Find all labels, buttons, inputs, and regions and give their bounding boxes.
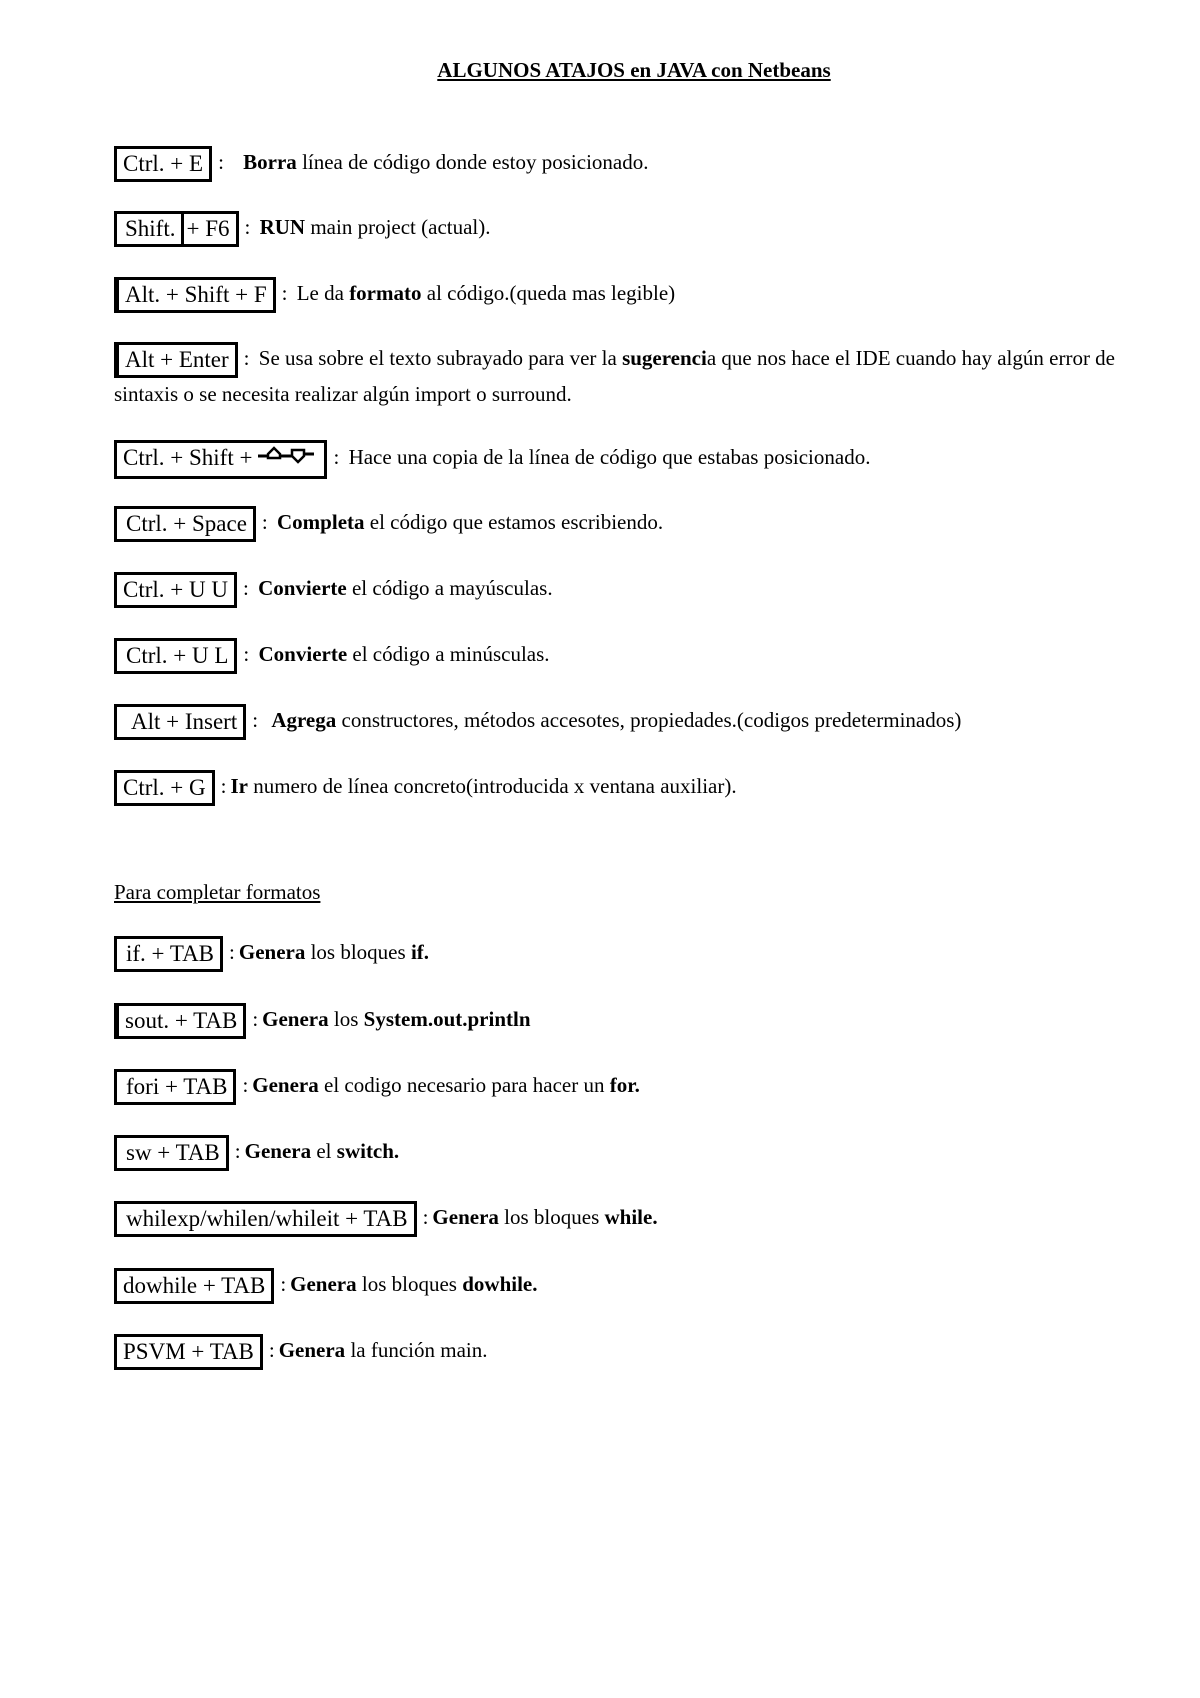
key-combo: PSVM + TAB	[114, 1334, 263, 1370]
section-heading: Para completar formatos	[114, 880, 321, 904]
key-combo: fori + TAB	[114, 1069, 236, 1105]
shortcut-row: Alt + Enter : Se usa sobre el texto subrayado para ver la sugerencia que nos hace el IDE cuando hay algún error de sintaxis o se necesita realizar algún import o surround.	[114, 342, 1154, 410]
key-combo: Ctrl. + U L	[114, 638, 237, 674]
key-combo: Ctrl. + E	[114, 146, 212, 182]
key-combo: if. + TAB	[114, 936, 223, 972]
shortcut-row: Ctrl. + U L : Convierte el código a minúsculas.	[114, 638, 1154, 674]
key-combo: Alt + Enter	[114, 342, 238, 378]
shortcut-row: Ctrl. + Space : Completa el código que estamos escribiendo.	[114, 506, 1154, 542]
template-row: fori + TAB : Genera el codigo necesario para hacer un for.	[114, 1069, 1154, 1105]
shortcut-row: Shift. + F6 : RUN main project (actual).	[114, 211, 1154, 247]
key-combo: sout. + TAB	[114, 1003, 246, 1039]
template-row: sw + TAB : Genera el switch.	[114, 1135, 1154, 1171]
shortcut-row: Ctrl. + G : Ir numero de línea concreto(introducida x ventana auxiliar).	[114, 770, 1154, 806]
shortcut-row: Alt. + Shift + F : Le da formato al código.(queda mas legible)	[114, 277, 1154, 313]
template-row: if. + TAB : Genera los bloques if.	[114, 936, 1154, 972]
up-down-arrows-icon	[256, 444, 318, 476]
shortcut-row: Ctrl. + E : Borra línea de código donde estoy posicionado.	[114, 146, 1154, 182]
template-row: sout. + TAB : Genera los System.out.println	[114, 1003, 1154, 1039]
page-title: ALGUNOS ATAJOS en JAVA con Netbeans	[437, 58, 831, 82]
template-row: whilexp/whilen/whileit + TAB : Genera los bloques while.	[114, 1201, 1154, 1237]
key-combo: Ctrl. + Space	[114, 506, 256, 542]
key-combo: dowhile + TAB	[114, 1268, 274, 1304]
key-combo: Alt + Insert	[114, 704, 246, 740]
template-row: dowhile + TAB : Genera los bloques dowhile.	[114, 1268, 1154, 1304]
key-combo: Ctrl. + G	[114, 770, 215, 806]
shortcut-row: Ctrl. + U U : Convierte el código a mayúsculas.	[114, 572, 1154, 608]
shortcut-row: Alt + Insert : Agrega constructores, métodos accesotes, propiedades.(codigos predeterminados)	[114, 704, 1154, 740]
template-row: PSVM + TAB : Genera la función main.	[114, 1334, 1154, 1370]
shortcut-row: Ctrl. + Shift + : Hace una copia de la línea de código que estabas posicionado.	[114, 440, 1154, 479]
key-combo: sw + TAB	[114, 1135, 229, 1171]
key-combo: Alt. + Shift + F	[114, 277, 276, 313]
key-combo: Ctrl. + U U	[114, 572, 237, 608]
key-combo: whilexp/whilen/whileit + TAB	[114, 1201, 417, 1237]
key-combo: Shift. + F6	[114, 211, 239, 247]
key-combo: Ctrl. + Shift +	[114, 440, 327, 479]
